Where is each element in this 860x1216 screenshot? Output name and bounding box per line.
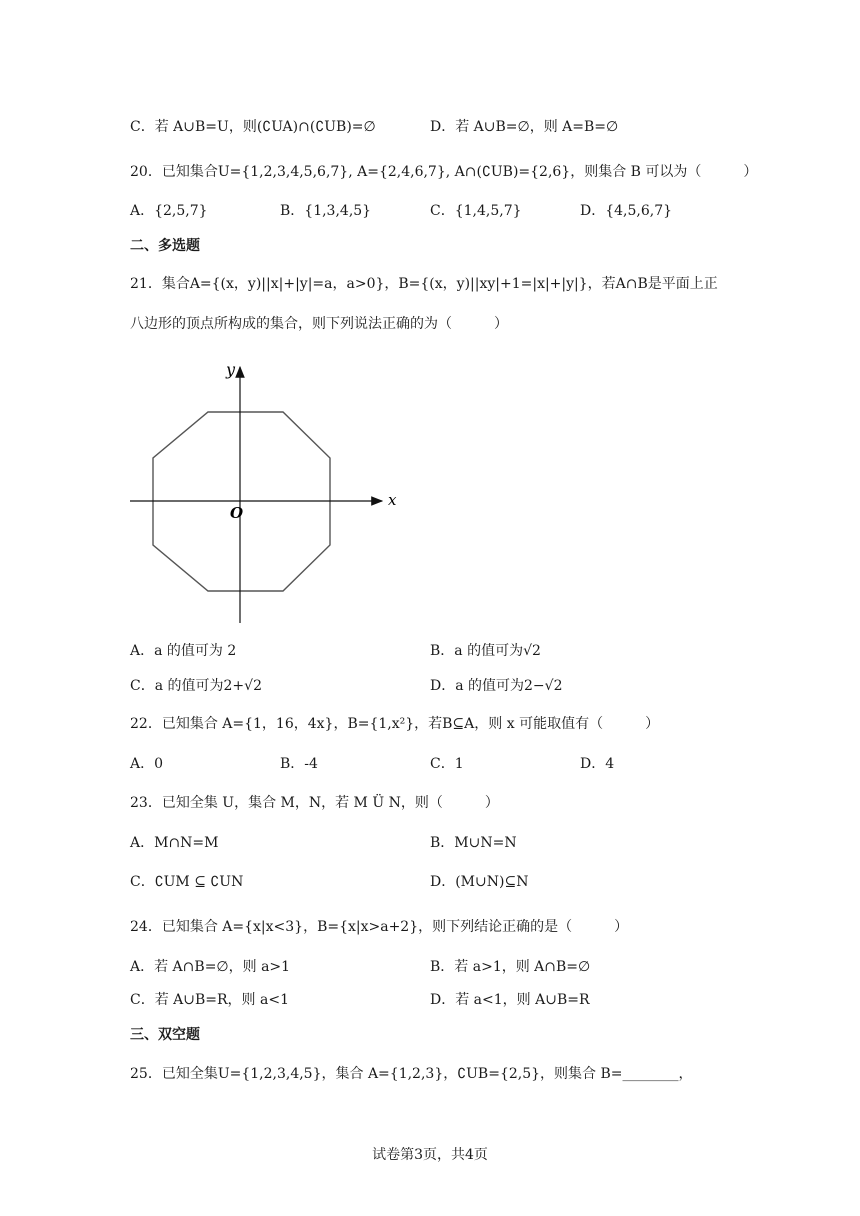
page-footer: 试卷第3页，共4页 <box>372 1147 488 1163</box>
q19-option-c: C．若 A∪B=U，则(∁UA)∩(∁UB)=∅ <box>130 119 376 135</box>
q20-option-d: D．{4,5,6,7} <box>580 203 673 219</box>
q21-stem-line1: 21．集合A={(x，y)||x|+|y|=a，a>0}，B={(x，y)||xy|+1=|x|+|y|}，若A∩B是平面上正 <box>130 276 718 292</box>
q24-option-d: D．若 a<1，则 A∪B=R <box>430 992 590 1008</box>
q19-option-d: D．若 A∪B=∅，则 A=B=∅ <box>430 119 619 135</box>
q23-option-b: B．M∪N=N <box>430 835 517 851</box>
x-axis-label: x <box>388 491 397 509</box>
q20-option-a: A．{2,5,7} <box>130 203 208 219</box>
origin-label: O <box>230 504 244 522</box>
q20-option-b: B．{1,3,4,5} <box>280 203 372 219</box>
q22-option-a: A．0 <box>130 756 164 772</box>
q24-option-a: A．若 A∩B=∅，则 a>1 <box>130 959 291 975</box>
q22-option-c: C．1 <box>430 756 464 772</box>
q21-stem-line2: 八边形的顶点所构成的集合，则下列说法正确的为（ ） <box>130 316 508 332</box>
q20-stem: 20．已知集合U={1,2,3,4,5,6,7}, A={2,4,6,7}, A∩(∁UB)={2,6}，则集合 B 可以为（ ） <box>130 164 758 180</box>
y-axis-label: y <box>226 360 236 379</box>
q22-stem: 22．已知集合 A={1，16，4x}，B={1,x²}，若B⊆A，则 x 可能取值有（ ） <box>130 716 660 732</box>
q20-option-c: C．{1,4,5,7} <box>430 203 522 219</box>
q23-option-a: A．M∩N=M <box>130 835 219 851</box>
q23-option-d: D．(M∪N)⊆N <box>430 874 529 890</box>
q23-stem: 23．已知全集 U，集合 M，N，若 M Ü N，则（ ） <box>130 795 499 811</box>
q21-option-b: B．a 的值可为√2 <box>430 643 541 659</box>
q24-stem: 24．已知集合 A={x|x<3}，B={x|x>a+2}，则下列结论正确的是（ ） <box>130 919 629 935</box>
q21-option-c: C．a 的值可为2+√2 <box>130 678 262 694</box>
q22-option-b: B．-4 <box>280 756 318 772</box>
q21-option-d: D．a 的值可为2−√2 <box>430 678 563 694</box>
octagon-figure <box>120 355 410 635</box>
q21-option-a: A．a 的值可为 2 <box>130 643 237 659</box>
q25-stem: 25．已知全集U={1,2,3,4,5}，集合 A={1,2,3}，∁UB={2,5}，则集合 B=________， <box>130 1066 693 1082</box>
section-multiple-choice-heading: 二、多选题 <box>130 238 200 254</box>
q22-option-d: D．4 <box>580 756 615 772</box>
q24-option-b: B．若 a>1，则 A∩B=∅ <box>430 959 591 975</box>
q24-option-c: C．若 A∪B=R，则 a<1 <box>130 992 289 1008</box>
q23-option-c: C．∁UM ⊆ ∁UN <box>130 874 244 890</box>
section-double-blank-heading: 三、双空题 <box>130 1027 200 1043</box>
